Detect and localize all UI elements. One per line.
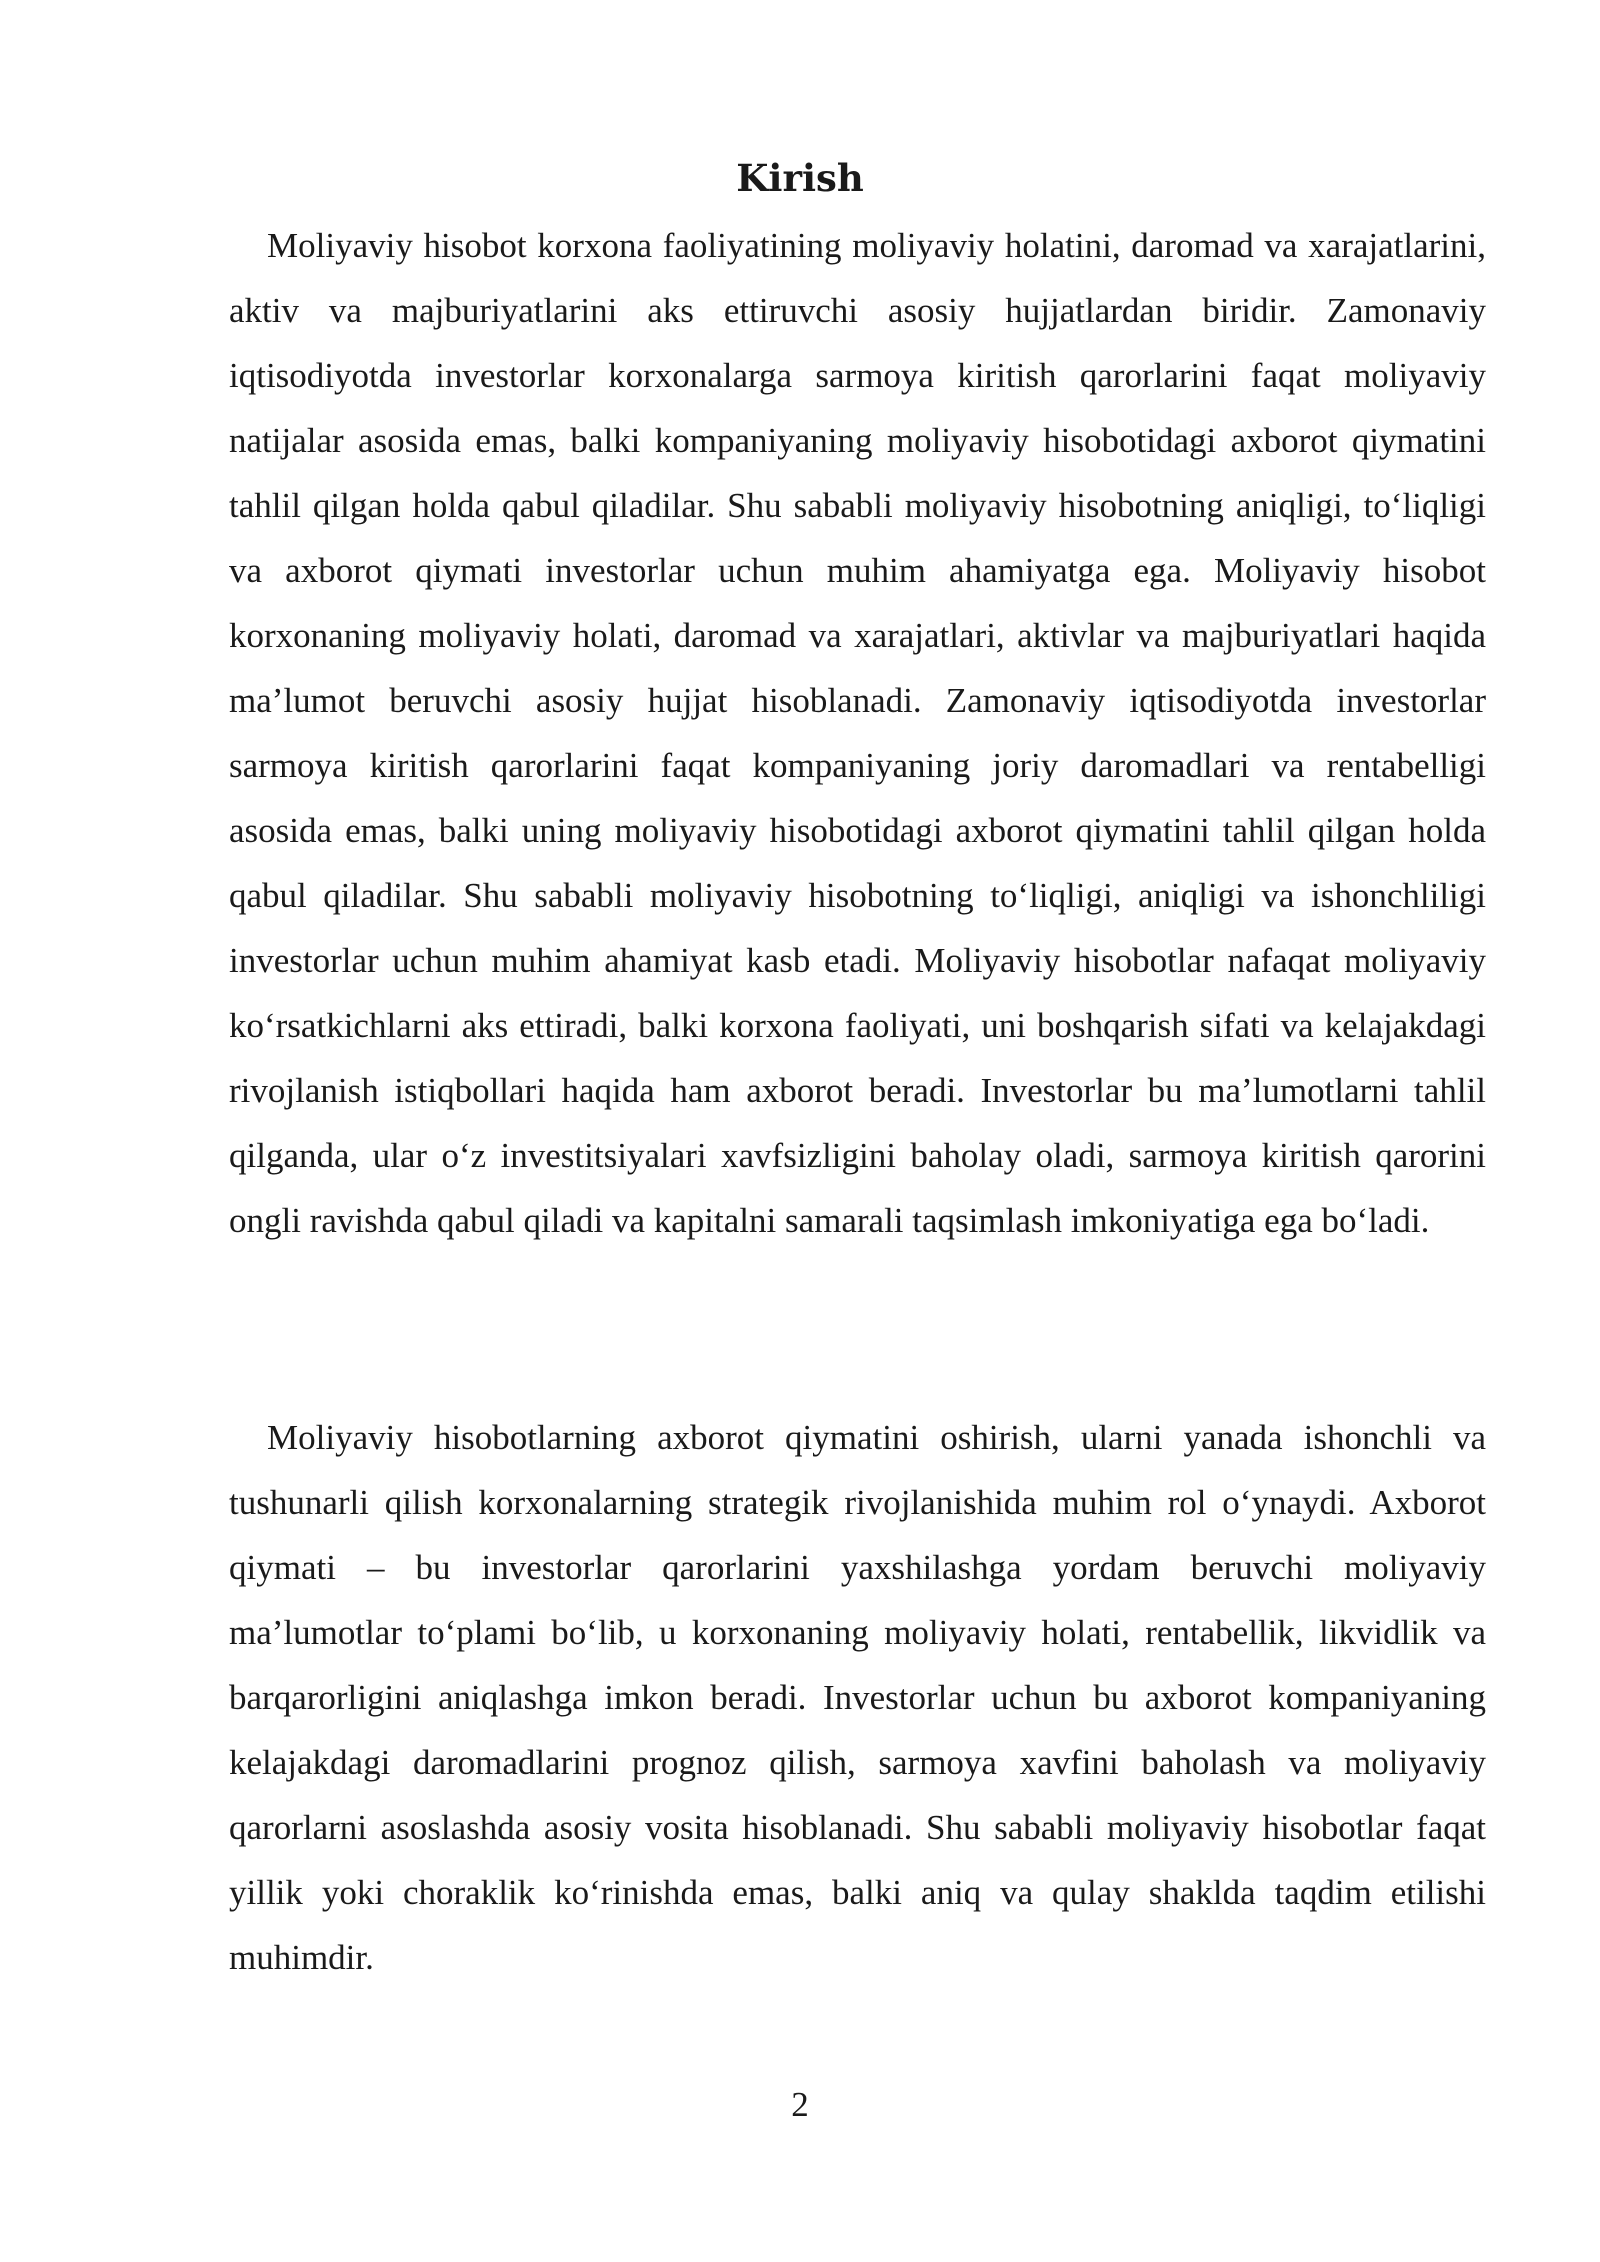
paragraph-1: Moliyaviy hisobot korxona faoliyatining moliyaviy holatini, daromad va xarajatlarini, aktiv va majburiyatlarini aks ettiruvchi asosiy hujjatlardan biridir. Zamonaviy iqtisodiyotda investorlar korxonalarga sarmoya kiritish qarorlarini faqat moliyaviy natijalar asosida emas, balki kompaniyaning moliyaviy hisobotidagi axborot qiymatini tahlil qilgan holda qabul qiladilar. Shu sababli moliyaviy hisobotning aniqligi, to‘liqligi va axborot qiymati investorlar uchun muhim ahamiyatga ega. Moliyaviy hisobot korxonaning moliyaviy holati, daromad va xarajatlari, aktivlar va majburiyatlari haqida ma’lumot beruvchi asosiy hujjat hisoblanadi. Zamonaviy iqtisodiyotda investorlar sarmoya kiritish qarorlarini faqat kompaniyaning joriy daromadlari va rentabelligi asosida emas, balki uning moliyaviy hisobotidagi axborot qiymatini tahlil qilgan holda qabul qiladilar. Shu sababli moliyaviy hisobotning to‘liqligi, aniqligi va ishonchliligi investorlar uchun muhim ahamiyat kasb etadi. Moliyaviy hisobotlar nafaqat moliyaviy ko‘rsatkichlarni aks ettiradi, balki korxona faoliyati, uni boshqarish sifati va kelajakdagi rivojlanish istiqbollari haqida ham axborot beradi. Investorlar bu ma’lumotlarni tahlil qilganda, ular o‘z investitsiyalari xavfsizligini baholay oladi, sarmoya kiritish qarorini ongli ravishda qabul qiladi va kapitalni samarali taqsimlash imkoniyatiga ega bo‘ladi. [229,226,1486,1240]
page-number: 2 [791,2085,809,2124]
section-title: Kirish [736,156,864,200]
paragraph-2: Moliyaviy hisobotlarning axborot qiymatini oshirish, ularni yanada ishonchli va tushunarli qilish korxonalarning strategik rivojlanishida muhim rol o‘ynaydi. Axborot qiymati – bu investorlar qarorlarini yaxshilashga yordam beruvchi moliyaviy ma’lumotlar to‘plami bo‘lib, u korxonaning moliyaviy holati, rentabellik, likvidlik va barqarorligini aniqlashga imkon beradi. Investorlar uchun bu axborot kompaniyaning kelajakdagi daromadlarini prognoz qilish, sarmoya xavfini baholash va moliyaviy qarorlarni asoslashda asosiy vosita hisoblanadi. Shu sababli moliyaviy hisobotlar faqat yillik yoki choraklik ko‘rinishda emas, balki aniq va qulay shaklda taqdim etilishi muhimdir. [229,1418,1486,1977]
